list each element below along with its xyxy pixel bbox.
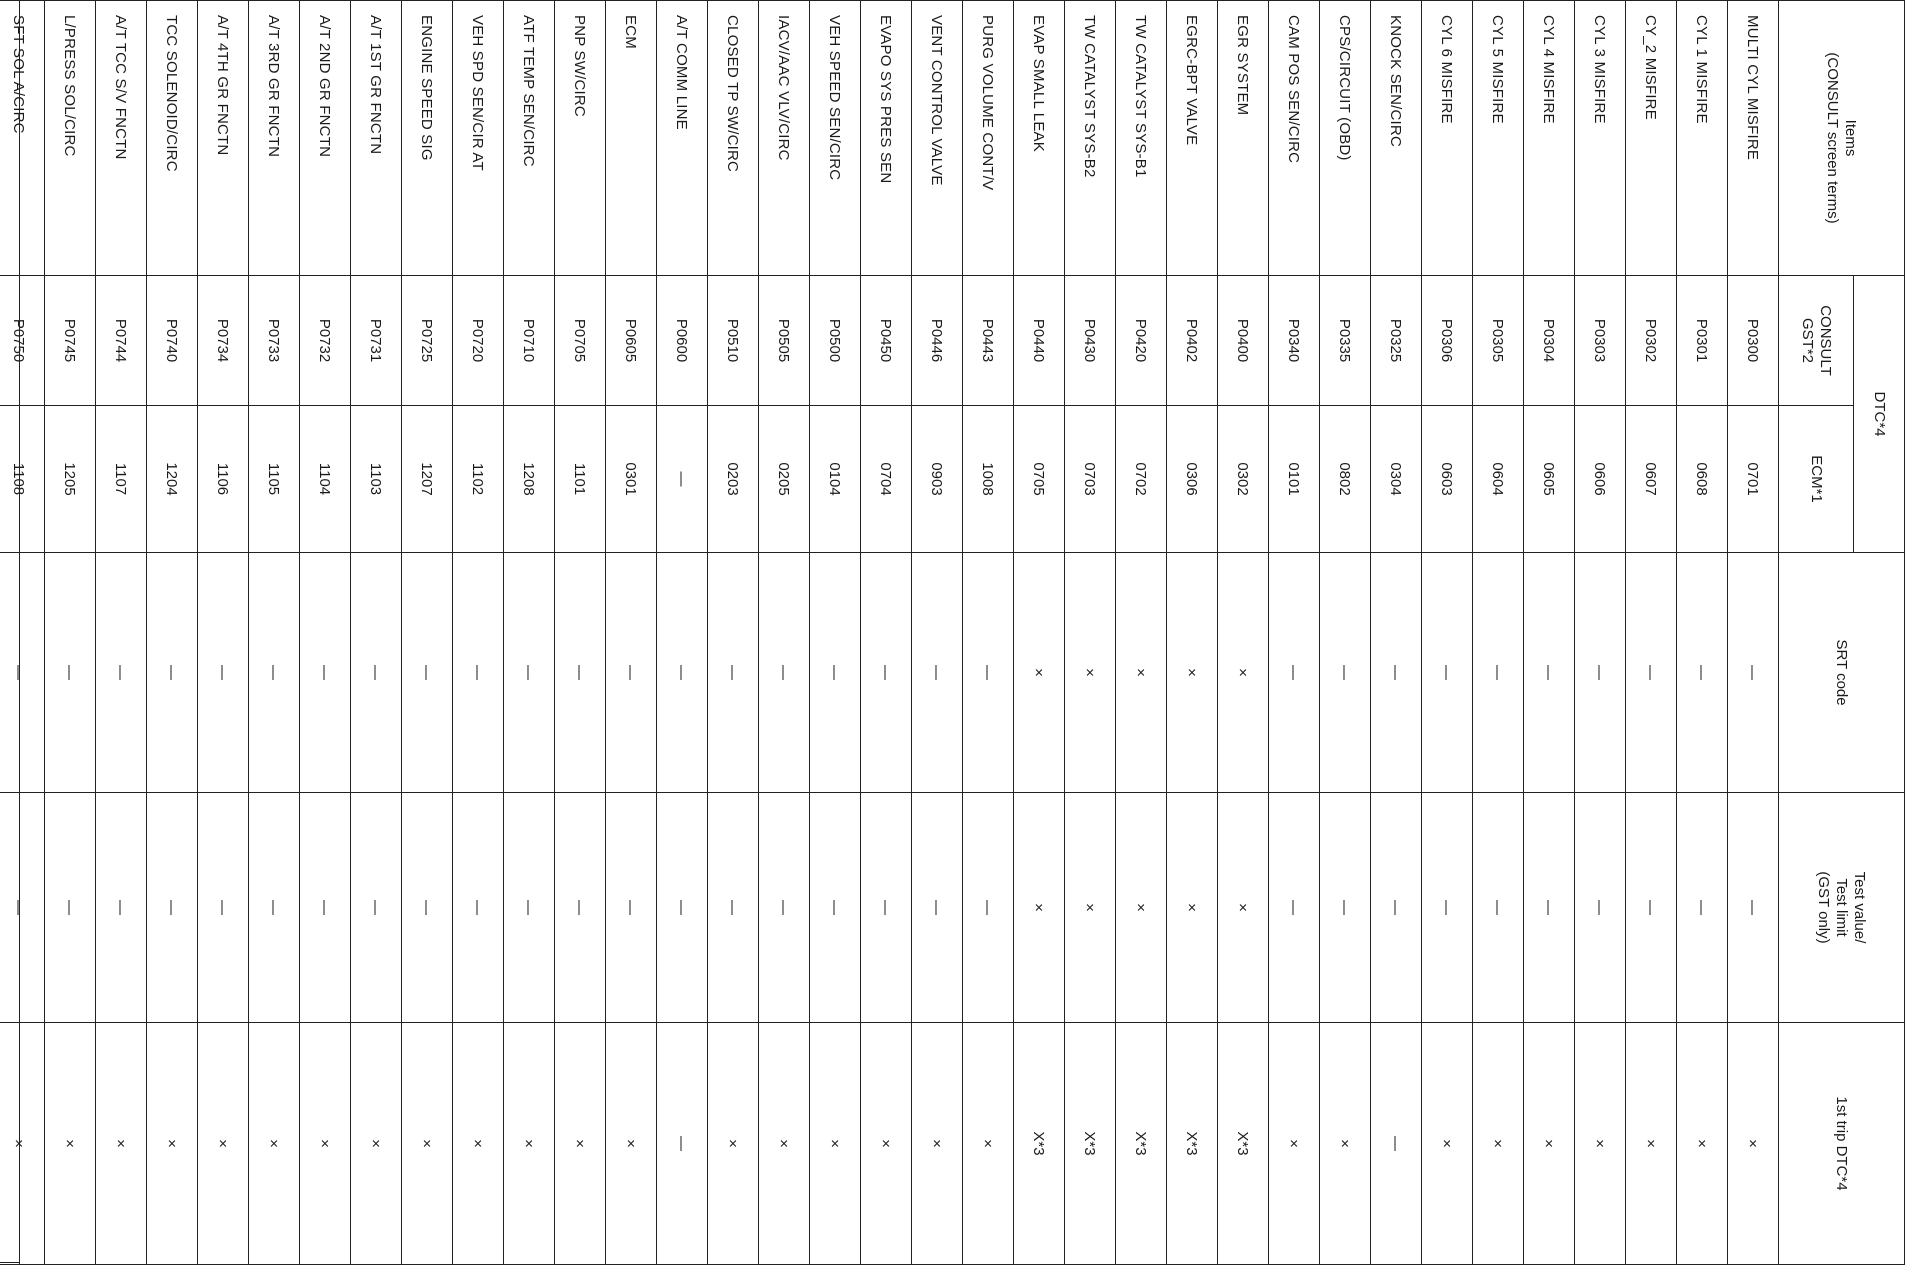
srt-code-cell: — bbox=[861, 553, 912, 793]
header-items bbox=[1779, 1, 1905, 276]
ecm-code-cell: 0304 bbox=[1371, 406, 1422, 553]
header-test-value bbox=[1779, 793, 1905, 1023]
test-value-cell: — bbox=[0, 793, 45, 1023]
test-value-cell: × bbox=[1167, 793, 1218, 1023]
consult-code-cell: P0303 bbox=[1575, 276, 1626, 406]
ecm-code-cell: 1105 bbox=[249, 406, 300, 553]
header-first-trip-dtc: 1st trip DTC*4 bbox=[1779, 1023, 1905, 1265]
table-row bbox=[1473, 1, 1524, 1265]
test-value-cell: — bbox=[1677, 793, 1728, 1023]
header-consult-title: CONSULT bbox=[1817, 305, 1834, 376]
table-row bbox=[1575, 1, 1626, 1265]
test-value-cell: — bbox=[1422, 793, 1473, 1023]
srt-code-cell: — bbox=[810, 553, 861, 793]
ecm-code-cell: 0306 bbox=[1167, 406, 1218, 553]
consult-code-cell: P0335 bbox=[1320, 276, 1371, 406]
item-cell: EVAPO SYS PRES SEN bbox=[861, 1, 912, 276]
consult-code-cell: P0750 bbox=[0, 276, 45, 406]
ecm-code-cell: 1107 bbox=[96, 406, 147, 553]
ecm-code-cell: 0608 bbox=[1677, 406, 1728, 553]
table-row bbox=[1320, 1, 1371, 1265]
table-row bbox=[1014, 1, 1065, 1265]
table-row bbox=[1167, 1, 1218, 1265]
first-trip-dtc-cell: × bbox=[96, 1023, 147, 1265]
srt-code-cell: — bbox=[1575, 553, 1626, 793]
first-trip-dtc-cell: × bbox=[0, 1023, 45, 1265]
srt-code-cell: — bbox=[1269, 553, 1320, 793]
srt-code-cell: — bbox=[249, 553, 300, 793]
srt-code-cell: — bbox=[1473, 553, 1524, 793]
srt-code-cell: — bbox=[0, 553, 45, 793]
test-value-cell: — bbox=[1728, 793, 1779, 1023]
first-trip-dtc-cell: × bbox=[1728, 1023, 1779, 1265]
item-cell: CYL 1 MISFIRE bbox=[1677, 1, 1728, 276]
ecm-code-cell: 0606 bbox=[1575, 406, 1626, 553]
test-value-cell: × bbox=[1014, 793, 1065, 1023]
consult-code-cell: P0420 bbox=[1116, 276, 1167, 406]
test-value-cell: — bbox=[249, 793, 300, 1023]
item-cell: VEH SPEED SEN/CIRC bbox=[810, 1, 861, 276]
srt-code-cell: — bbox=[963, 553, 1014, 793]
first-trip-dtc-cell: × bbox=[402, 1023, 453, 1265]
table-row bbox=[453, 1, 504, 1265]
consult-code-cell: P0505 bbox=[759, 276, 810, 406]
consult-code-cell: P0734 bbox=[198, 276, 249, 406]
srt-code-cell: × bbox=[1065, 553, 1116, 793]
consult-code-cell: P0305 bbox=[1473, 276, 1524, 406]
item-cell: ECM bbox=[606, 1, 657, 276]
table-row bbox=[1422, 1, 1473, 1265]
srt-code-cell: — bbox=[453, 553, 504, 793]
consult-code-cell: P0325 bbox=[1371, 276, 1422, 406]
test-value-cell: — bbox=[351, 793, 402, 1023]
srt-code-cell: — bbox=[1728, 553, 1779, 793]
item-cell: A/T 2ND GR FNCTN bbox=[300, 1, 351, 276]
table-row bbox=[606, 1, 657, 1265]
test-value-cell: × bbox=[1218, 793, 1269, 1023]
ecm-code-cell: 1204 bbox=[147, 406, 198, 553]
consult-code-cell: P0430 bbox=[1065, 276, 1116, 406]
table-row bbox=[1524, 1, 1575, 1265]
ecm-code-cell: 0607 bbox=[1626, 406, 1677, 553]
item-cell: PURG VOLUME CONT/V bbox=[963, 1, 1014, 276]
item-cell: ENGINE SPEED SIG bbox=[402, 1, 453, 276]
consult-code-cell: P0446 bbox=[912, 276, 963, 406]
item-cell: L/PRESS SOL/CIRC bbox=[45, 1, 96, 276]
table-row bbox=[1269, 1, 1320, 1265]
first-trip-dtc-cell: X*3 bbox=[1116, 1023, 1167, 1265]
table-row bbox=[351, 1, 402, 1265]
header-items-title: Items bbox=[1842, 119, 1860, 157]
test-value-cell: — bbox=[1269, 793, 1320, 1023]
srt-code-cell: — bbox=[45, 553, 96, 793]
consult-code-cell: P0705 bbox=[555, 276, 606, 406]
header-ecm: ECM*1 bbox=[1779, 406, 1854, 553]
srt-code-cell: — bbox=[1320, 553, 1371, 793]
first-trip-dtc-cell: × bbox=[351, 1023, 402, 1265]
table-row bbox=[1116, 1, 1167, 1265]
item-cell: EGRC-BPT VALVE bbox=[1167, 1, 1218, 276]
first-trip-dtc-cell: X*3 bbox=[1218, 1023, 1269, 1265]
ecm-code-cell: 0302 bbox=[1218, 406, 1269, 553]
consult-code-cell: P0440 bbox=[1014, 276, 1065, 406]
ecm-code-cell: 1205 bbox=[45, 406, 96, 553]
srt-code-cell: — bbox=[300, 553, 351, 793]
srt-code-cell: — bbox=[657, 553, 708, 793]
item-cell: TW CATALYST SYS-B2 bbox=[1065, 1, 1116, 276]
ecm-code-cell: 0701 bbox=[1728, 406, 1779, 553]
header-dtc-group: DTC*4 bbox=[1854, 276, 1905, 553]
item-cell: MULTI CYL MISFIRE bbox=[1728, 1, 1779, 276]
header-consult-subtitle: GST*2 bbox=[1799, 317, 1816, 363]
table-row bbox=[708, 1, 759, 1265]
first-trip-dtc-cell: X*3 bbox=[1065, 1023, 1116, 1265]
ecm-code-cell: 1106 bbox=[198, 406, 249, 553]
srt-code-cell: — bbox=[912, 553, 963, 793]
table-row bbox=[1626, 1, 1677, 1265]
consult-code-cell: P0731 bbox=[351, 276, 402, 406]
item-cell: CYL 5 MISFIRE bbox=[1473, 1, 1524, 276]
consult-code-cell: P0732 bbox=[300, 276, 351, 406]
consult-code-cell: P0740 bbox=[147, 276, 198, 406]
item-cell: SFT SOL A/CIRC bbox=[0, 1, 45, 276]
consult-code-cell: P0306 bbox=[1422, 276, 1473, 406]
srt-code-cell: — bbox=[708, 553, 759, 793]
header-test-value-line3: (GST only) bbox=[1815, 871, 1833, 944]
trailing-rule bbox=[0, 0, 20, 1264]
first-trip-dtc-cell: × bbox=[504, 1023, 555, 1265]
test-value-cell: × bbox=[1116, 793, 1167, 1023]
test-value-cell: — bbox=[1473, 793, 1524, 1023]
test-value-cell: — bbox=[861, 793, 912, 1023]
test-value-cell: — bbox=[912, 793, 963, 1023]
item-cell: EVAP SMALL LEAK bbox=[1014, 1, 1065, 276]
ecm-code-cell: 1102 bbox=[453, 406, 504, 553]
first-trip-dtc-cell: × bbox=[606, 1023, 657, 1265]
srt-code-cell: × bbox=[1014, 553, 1065, 793]
item-cell: A/T 1ST GR FNCTN bbox=[351, 1, 402, 276]
item-cell: CYL 6 MISFIRE bbox=[1422, 1, 1473, 276]
consult-code-cell: P0600 bbox=[657, 276, 708, 406]
first-trip-dtc-cell: × bbox=[759, 1023, 810, 1265]
table-row bbox=[1218, 1, 1269, 1265]
ecm-code-cell: 0203 bbox=[708, 406, 759, 553]
srt-code-cell: — bbox=[1524, 553, 1575, 793]
table-row bbox=[759, 1, 810, 1265]
first-trip-dtc-cell: × bbox=[300, 1023, 351, 1265]
test-value-cell: — bbox=[1371, 793, 1422, 1023]
srt-code-cell: — bbox=[402, 553, 453, 793]
item-cell: A/T 4TH GR FNCTN bbox=[198, 1, 249, 276]
first-trip-dtc-cell: × bbox=[555, 1023, 606, 1265]
srt-code-cell: × bbox=[1218, 553, 1269, 793]
srt-code-cell: — bbox=[198, 553, 249, 793]
test-value-cell: — bbox=[96, 793, 147, 1023]
first-trip-dtc-cell: × bbox=[963, 1023, 1014, 1265]
consult-code-cell: P0402 bbox=[1167, 276, 1218, 406]
consult-code-cell: P0400 bbox=[1218, 276, 1269, 406]
test-value-cell: — bbox=[555, 793, 606, 1023]
first-trip-dtc-cell: × bbox=[453, 1023, 504, 1265]
table-row bbox=[45, 1, 96, 1265]
item-cell: CAM POS SEN/CIRC bbox=[1269, 1, 1320, 276]
table-row bbox=[810, 1, 861, 1265]
consult-code-cell: P0710 bbox=[504, 276, 555, 406]
trailing-tick bbox=[0, 405, 19, 406]
test-value-cell: — bbox=[453, 793, 504, 1023]
item-cell: A/T COMM LINE bbox=[657, 1, 708, 276]
first-trip-dtc-cell: — bbox=[657, 1023, 708, 1265]
first-trip-dtc-cell: X*3 bbox=[1167, 1023, 1218, 1265]
table-row bbox=[1728, 1, 1779, 1265]
table-row bbox=[147, 1, 198, 1265]
srt-code-cell: × bbox=[1167, 553, 1218, 793]
consult-code-cell: P0500 bbox=[810, 276, 861, 406]
consult-code-cell: P0302 bbox=[1626, 276, 1677, 406]
first-trip-dtc-cell: × bbox=[708, 1023, 759, 1265]
ecm-code-cell: 0104 bbox=[810, 406, 861, 553]
first-trip-dtc-cell: × bbox=[1626, 1023, 1677, 1265]
consult-code-cell: P0301 bbox=[1677, 276, 1728, 406]
first-trip-dtc-cell: × bbox=[1524, 1023, 1575, 1265]
item-cell: EGR SYSTEM bbox=[1218, 1, 1269, 276]
consult-code-cell: P0605 bbox=[606, 276, 657, 406]
ecm-code-cell: 1108 bbox=[0, 406, 45, 553]
table-row bbox=[555, 1, 606, 1265]
trailing-tick bbox=[0, 552, 19, 553]
item-cell: TCC SOLENOID/CIRC bbox=[147, 1, 198, 276]
ecm-code-cell: 0101 bbox=[1269, 406, 1320, 553]
consult-code-cell: P0300 bbox=[1728, 276, 1779, 406]
ecm-code-cell: 0704 bbox=[861, 406, 912, 553]
header-consult-gst bbox=[1779, 276, 1854, 406]
srt-code-cell: — bbox=[555, 553, 606, 793]
srt-code-cell: — bbox=[504, 553, 555, 793]
consult-code-cell: P0304 bbox=[1524, 276, 1575, 406]
table-body bbox=[0, 1, 1779, 1265]
ecm-code-cell: 0604 bbox=[1473, 406, 1524, 553]
ecm-code-cell: 0903 bbox=[912, 406, 963, 553]
srt-code-cell: — bbox=[1371, 553, 1422, 793]
item-cell: IACV/AAC VLV/CIRC bbox=[759, 1, 810, 276]
srt-code-cell: — bbox=[1422, 553, 1473, 793]
first-trip-dtc-cell: X*3 bbox=[1014, 1023, 1065, 1265]
test-value-cell: — bbox=[759, 793, 810, 1023]
item-cell: ATF TEMP SEN/CIRC bbox=[504, 1, 555, 276]
trailing-tick bbox=[0, 0, 19, 1]
consult-code-cell: P0340 bbox=[1269, 276, 1320, 406]
first-trip-dtc-cell: × bbox=[147, 1023, 198, 1265]
ecm-code-cell: 0301 bbox=[606, 406, 657, 553]
first-trip-dtc-cell: × bbox=[1269, 1023, 1320, 1265]
ecm-code-cell: 0705 bbox=[1014, 406, 1065, 553]
first-trip-dtc-cell: × bbox=[45, 1023, 96, 1265]
trailing-tick bbox=[0, 792, 19, 793]
item-cell: A/T TCC S/V FNCTN bbox=[96, 1, 147, 276]
test-value-cell: — bbox=[402, 793, 453, 1023]
ecm-code-cell: 0702 bbox=[1116, 406, 1167, 553]
first-trip-dtc-cell: × bbox=[1575, 1023, 1626, 1265]
test-value-cell: — bbox=[606, 793, 657, 1023]
trailing-tick bbox=[0, 275, 19, 276]
ecm-code-cell: 1207 bbox=[402, 406, 453, 553]
table-row bbox=[912, 1, 963, 1265]
test-value-cell: — bbox=[963, 793, 1014, 1023]
table-row bbox=[861, 1, 912, 1265]
consult-code-cell: P0744 bbox=[96, 276, 147, 406]
item-cell: CY_2 MISFIRE bbox=[1626, 1, 1677, 276]
header-test-value-line1: Test value/ bbox=[1851, 871, 1869, 944]
item-cell: CPS/CIRCUIT (OBD) bbox=[1320, 1, 1371, 276]
ecm-code-cell: — bbox=[657, 406, 708, 553]
item-cell: CYL 4 MISFIRE bbox=[1524, 1, 1575, 276]
consult-code-cell: P0745 bbox=[45, 276, 96, 406]
table-row bbox=[402, 1, 453, 1265]
table-header bbox=[1779, 1, 1905, 1265]
first-trip-dtc-cell: × bbox=[810, 1023, 861, 1265]
item-cell: VENT CONTROL VALVE bbox=[912, 1, 963, 276]
table-row bbox=[300, 1, 351, 1265]
srt-code-cell: — bbox=[606, 553, 657, 793]
table-row bbox=[504, 1, 555, 1265]
test-value-cell: — bbox=[657, 793, 708, 1023]
ecm-code-cell: 0703 bbox=[1065, 406, 1116, 553]
first-trip-dtc-cell: × bbox=[198, 1023, 249, 1265]
table-row bbox=[657, 1, 708, 1265]
consult-code-cell: P0450 bbox=[861, 276, 912, 406]
item-cell: TW CATALYST SYS-B1 bbox=[1116, 1, 1167, 276]
first-trip-dtc-cell: × bbox=[1422, 1023, 1473, 1265]
item-cell: KNOCK SEN/CIRC bbox=[1371, 1, 1422, 276]
test-value-cell: — bbox=[1320, 793, 1371, 1023]
ecm-code-cell: 1103 bbox=[351, 406, 402, 553]
test-value-cell: — bbox=[708, 793, 759, 1023]
header-test-value-line2: Test limit bbox=[1833, 878, 1851, 937]
header-items-subtitle: (CONSULT screen terms) bbox=[1824, 52, 1842, 224]
first-trip-dtc-cell: × bbox=[249, 1023, 300, 1265]
test-value-cell: — bbox=[1575, 793, 1626, 1023]
ecm-code-cell: 0605 bbox=[1524, 406, 1575, 553]
ecm-code-cell: 1008 bbox=[963, 406, 1014, 553]
table-row bbox=[96, 1, 147, 1265]
test-value-cell: — bbox=[300, 793, 351, 1023]
test-value-cell: — bbox=[504, 793, 555, 1023]
first-trip-dtc-cell: × bbox=[861, 1023, 912, 1265]
item-cell: VEH SPD SEN/CIR AT bbox=[453, 1, 504, 276]
consult-code-cell: P0720 bbox=[453, 276, 504, 406]
first-trip-dtc-cell: — bbox=[1371, 1023, 1422, 1265]
test-value-cell: × bbox=[1065, 793, 1116, 1023]
test-value-cell: — bbox=[198, 793, 249, 1023]
ecm-code-cell: 1208 bbox=[504, 406, 555, 553]
first-trip-dtc-cell: × bbox=[1473, 1023, 1524, 1265]
srt-code-cell: — bbox=[1626, 553, 1677, 793]
srt-code-cell: — bbox=[1677, 553, 1728, 793]
item-cell: CYL 3 MISFIRE bbox=[1575, 1, 1626, 276]
srt-code-cell: — bbox=[96, 553, 147, 793]
table-row bbox=[198, 1, 249, 1265]
table-row bbox=[963, 1, 1014, 1265]
consult-code-cell: P0733 bbox=[249, 276, 300, 406]
srt-code-cell: — bbox=[147, 553, 198, 793]
consult-code-cell: P0725 bbox=[402, 276, 453, 406]
first-trip-dtc-cell: × bbox=[1677, 1023, 1728, 1265]
table-row bbox=[1065, 1, 1116, 1265]
consult-code-cell: P0443 bbox=[963, 276, 1014, 406]
first-trip-dtc-cell: × bbox=[912, 1023, 963, 1265]
test-value-cell: — bbox=[810, 793, 861, 1023]
table-row bbox=[1371, 1, 1422, 1265]
ecm-code-cell: 0205 bbox=[759, 406, 810, 553]
trailing-tick bbox=[0, 1022, 19, 1023]
srt-code-cell: × bbox=[1116, 553, 1167, 793]
item-cell: A/T 3RD GR FNCTN bbox=[249, 1, 300, 276]
first-trip-dtc-cell: × bbox=[1320, 1023, 1371, 1265]
srt-code-cell: — bbox=[759, 553, 810, 793]
ecm-code-cell: 0802 bbox=[1320, 406, 1371, 553]
srt-code-cell: — bbox=[351, 553, 402, 793]
item-cell: CLOSED TP SW/CIRC bbox=[708, 1, 759, 276]
trailing-tick bbox=[0, 1262, 19, 1263]
table-row bbox=[249, 1, 300, 1265]
table-row bbox=[1677, 1, 1728, 1265]
test-value-cell: — bbox=[1524, 793, 1575, 1023]
ecm-code-cell: 1101 bbox=[555, 406, 606, 553]
test-value-cell: — bbox=[1626, 793, 1677, 1023]
test-value-cell: — bbox=[147, 793, 198, 1023]
test-value-cell: — bbox=[45, 793, 96, 1023]
ecm-code-cell: 1104 bbox=[300, 406, 351, 553]
item-cell: PNP SW/CIRC bbox=[555, 1, 606, 276]
ecm-code-cell: 0603 bbox=[1422, 406, 1473, 553]
consult-code-cell: P0510 bbox=[708, 276, 759, 406]
header-srt-code: SRT code bbox=[1779, 553, 1905, 793]
